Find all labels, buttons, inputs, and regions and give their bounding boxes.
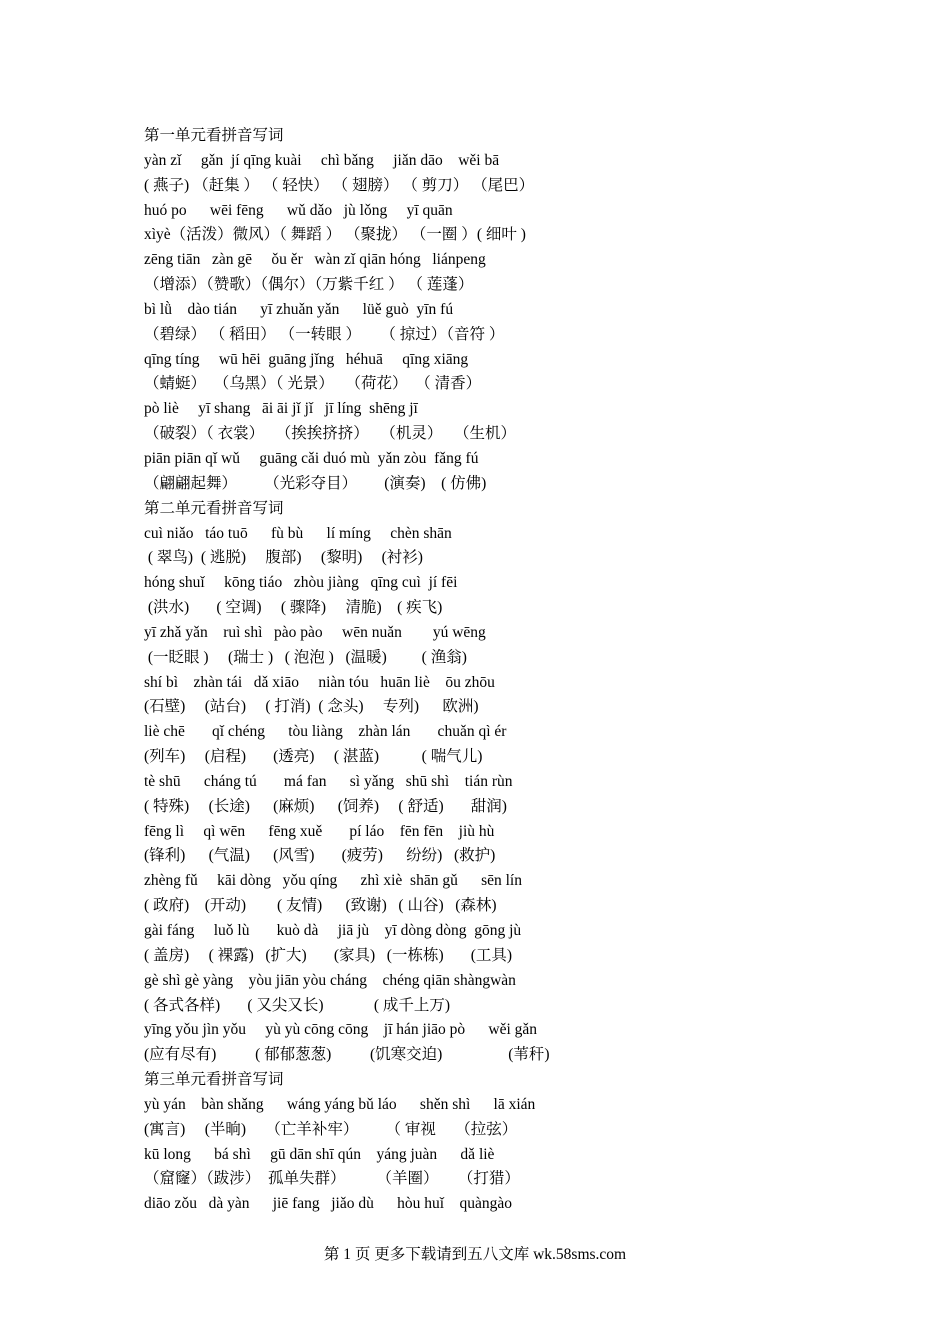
worksheet-line: （蜻蜓） （乌黑）（ 光景） （荷花） （ 清香）: [144, 375, 482, 393]
worksheet-line: ( 特殊) (长途) (麻烦) (饲养) ( 舒适) 甜润): [144, 797, 507, 815]
worksheet-line: zēng tiān zàn gē ǒu ěr wàn zǐ qiān hóng liánpeng: [144, 251, 486, 269]
worksheet-line: (列车) (启程) (透亮) ( 湛蓝) ( 喘气儿): [144, 748, 483, 766]
worksheet-line: ( 燕子) （赶集 ） （ 轻快） （ 翅膀） （ 剪刀） （尾巴）: [144, 176, 535, 194]
worksheet-line: 第二单元看拼音写词: [144, 499, 284, 517]
worksheet-line: yī zhǎ yǎn ruì shì pào pào wēn nuǎn yú wēng: [144, 623, 486, 641]
page-footer: 第 1 页 更多下载请到五八文库 wk.58sms.com: [323, 1246, 627, 1263]
worksheet-line: tè shū cháng tú má fan sì yǎng shū shì tián rùn: [144, 772, 513, 790]
worksheet-line: diāo zǒu dà yàn jiē fang jiǎo dù hòu huǐ quàngào: [144, 1195, 513, 1213]
worksheet-line: (一眨眼 ) (瑞士 ) ( 泡泡 ) (温暖) ( 渔翁): [144, 648, 467, 666]
worksheet-line: cuì niǎo táo tuō fù bù lí míng chèn shān: [144, 524, 452, 542]
worksheet-line: (洪水) ( 空调) ( 骤降) 清脆) ( 疾飞): [144, 599, 443, 617]
worksheet-line: qīng tíng wū hēi guāng jǐng héhuā qīng xiāng: [144, 350, 469, 368]
worksheet-line: zhèng fǔ kāi dòng yǒu qíng zhì xiè shān gǔ sēn lín: [144, 872, 522, 890]
worksheet-line: gè shì gè yàng yòu jiān yòu cháng chéng qiān shàngwàn: [144, 971, 516, 989]
worksheet-line: 第一单元看拼音写词: [144, 127, 284, 144]
worksheet-line: （增添）（赞歌）（偶尔）（万紫千红 ） （ 莲蓬）: [144, 276, 474, 294]
worksheet-line: hóng shuǐ kōng tiáo zhòu jiàng qīng cuì jí fēi: [144, 574, 458, 592]
worksheet-line: (石壁) (站台) ( 打消) ( 念头) 专列) 欧洲): [144, 698, 479, 716]
worksheet-line: yàn zǐ gǎn jí qīng kuài chì bǎng jiǎn dāo wěi bā: [144, 151, 500, 169]
pinyin-worksheet: [144, 124, 844, 1217]
worksheet-line: fēng lì qì wēn fēng xuě pí láo fēn fēn jiù hù: [144, 822, 495, 840]
worksheet-line: huó po wēi fēng wǔ dǎo jù lǒng yī quān: [144, 201, 453, 219]
worksheet-line: ( 政府) (开动) ( 友情) (致谢) ( 山谷) (森林): [144, 897, 497, 915]
worksheet-line: pò liè yī shang āi āi jǐ jǐ jī líng shēng jī: [144, 400, 418, 418]
worksheet-line: bì lǜ dào tián yī zhuǎn yǎn lüě guò yīn fú: [144, 300, 454, 318]
worksheet-line: kū long bá shì gū dān shī qún yáng juàn dǎ liè: [144, 1145, 495, 1163]
worksheet-line: ( 盖房) ( 裸露) (扩大) (家具) (一栋栋) (工具): [144, 946, 513, 964]
worksheet-line: 第三单元看拼音写词: [144, 1071, 284, 1089]
worksheet-line: (寓言) (半晌) （亡羊补牢） （ 审视 （拉弦）: [144, 1120, 518, 1138]
worksheet-line: （窟窿）（跋涉） 孤单失群） （羊圈） （打猎）: [144, 1170, 520, 1188]
worksheet-line: （碧绿） （ 稻田） （一转眼 ） （ 掠过）（音符 ）: [144, 325, 505, 343]
worksheet-line: liè chē qǐ chéng tòu liàng zhàn lán chuǎn qì ér: [144, 723, 507, 741]
worksheet-line: yù yán bàn shǎng wáng yáng bǔ láo shěn shì lā xián: [144, 1095, 536, 1113]
worksheet-line: gài fáng luǒ lù kuò dà jiā jù yī dòng dòng gōng jù: [144, 922, 522, 939]
worksheet-line: yīng yǒu jìn yǒu yù yù cōng cōng jī hán jiāo pò wěi gǎn: [144, 1021, 538, 1039]
worksheet-line: ( 翠鸟) ( 逃脱) 腹部) (黎明) (衬衫): [144, 549, 423, 567]
worksheet-line: shí bì zhàn tái dǎ xiāo niàn tóu huān liè ōu zhōu: [144, 673, 495, 691]
worksheet-line: (锋利) (气温) (风雪) (疲劳) 纷纷) (救护): [144, 847, 496, 865]
worksheet-line: (应有尽有) ( 郁郁葱葱) (饥寒交迫) (苇秆): [144, 1046, 550, 1064]
worksheet-line: （破裂）（ 衣裳） （挨挨挤挤） （机灵） （生机）: [144, 425, 517, 443]
worksheet-line: （翩翩起舞） （光彩夺目） (演奏) ( 仿佛): [144, 474, 487, 492]
worksheet-line: ( 各式各样) ( 又尖又长) ( 成千上万): [144, 996, 451, 1014]
worksheet-line: piān piān qǐ wǔ guāng cǎi duó mù yǎn zòu fǎng fú: [144, 449, 479, 467]
worksheet-line: xìyè（活泼）微风）（ 舞蹈 ） （聚拢） （一圈 ）( 细叶 ): [144, 226, 526, 244]
